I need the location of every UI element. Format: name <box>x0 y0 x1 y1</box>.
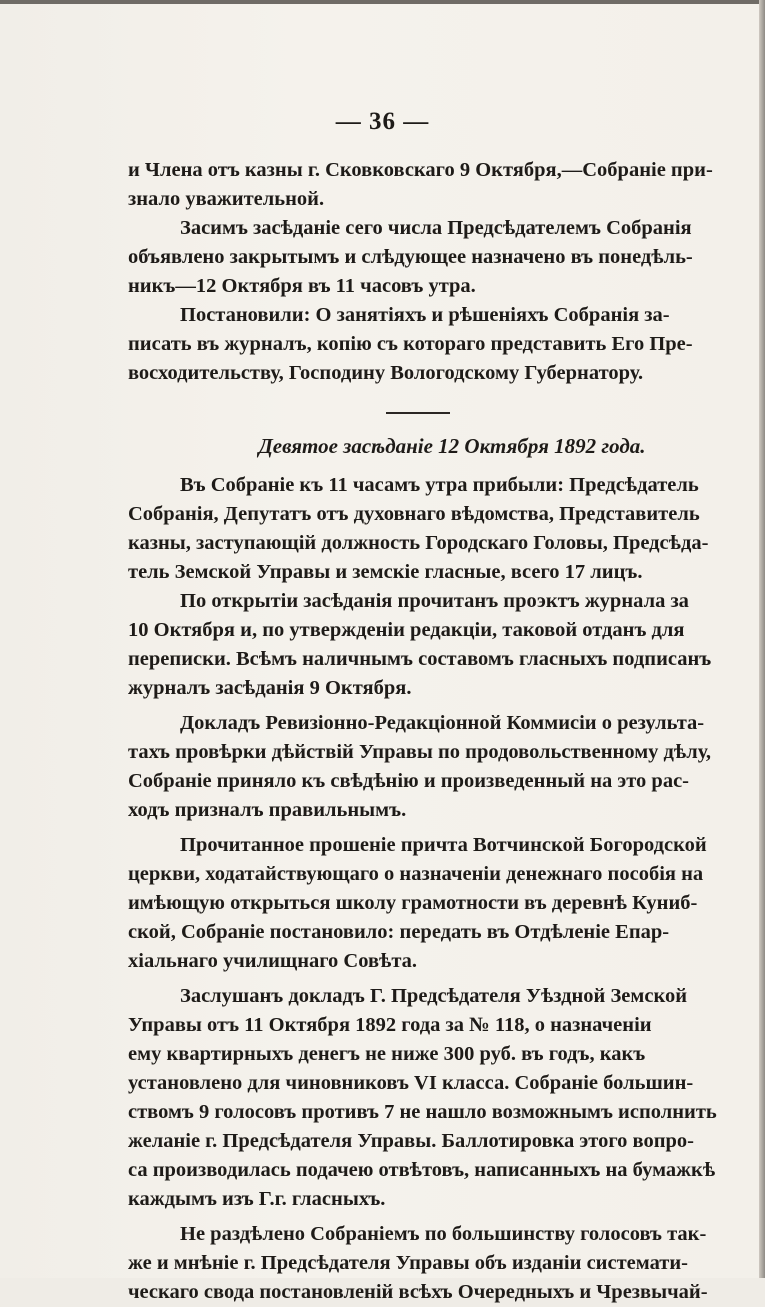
text-line: са производилась подачею отвѣтовъ, написанныхъ на бумажкѣ <box>128 1159 716 1181</box>
text-line: Прочитанное прошеніе причта Вотчинской Богородской <box>180 834 707 856</box>
page-top-edge <box>0 0 765 4</box>
text-line: Управы отъ 11 Октября 1892 года за № 118, о назначеніи <box>128 1014 652 1036</box>
text-line: установлено для чиновниковъ VI класса. Собраніе большин- <box>128 1072 694 1094</box>
text-line: Собранія, Депутатъ отъ духовнаго вѣдомства, Представитель <box>128 503 700 525</box>
text-line: и Члена отъ казны г. Сковковскаго 9 Октября,—Собраніе при- <box>128 159 713 181</box>
text-line: каждымъ изъ Г.г. гласныхъ. <box>128 1188 386 1210</box>
text-line: казны, заступающій должность Городскаго Головы, Предсѣда- <box>128 532 709 554</box>
text-line: По открытіи засѣданія прочитанъ проэктъ журнала за <box>180 590 689 612</box>
text-line: Докладъ Ревизіонно-Редакціонной Коммисіи о результа- <box>180 712 705 734</box>
text-line: тахъ провѣрки дѣйствій Управы по продовольственному дѣлу, <box>128 741 712 763</box>
text-line: Заслушанъ докладъ Г. Предсѣдателя Уѣздной Земской <box>180 985 688 1007</box>
text-line: знало уважительной. <box>128 188 325 210</box>
text-line: желаніе г. Предсѣдателя Управы. Баллотировка этого вопро- <box>128 1130 694 1152</box>
text-line: Въ Собраніе къ 11 часамъ утра прибыли: Предсѣдатель <box>180 474 699 496</box>
text-line: имѣющую открыться школу грамотности въ деревнѣ Куниб- <box>128 892 698 914</box>
body-text <box>128 156 736 1307</box>
text-line: писать въ журналъ, копію съ котораго представить Его Пре- <box>128 333 693 355</box>
text-line: Не раздѣлено Собраніемъ по большинству голосовъ так- <box>180 1223 707 1245</box>
page-spine-shadow <box>759 0 765 1278</box>
text-line: тель Земской Управы и земскіе гласные, всего 17 лицъ. <box>128 561 643 583</box>
text-line: же и мнѣніе г. Предсѣдателя Управы объ изданіи системати- <box>128 1252 688 1274</box>
text-line: ской, Собраніе постановило: передать въ Отдѣленіе Епар- <box>128 921 670 943</box>
section-heading: Девятое засѣданіе 12 Октября 1892 года. <box>258 434 646 458</box>
text-line: хіальнаго училищнаго Совѣта. <box>128 950 418 972</box>
text-line: Засимъ засѣданіе сего числа Предсѣдателемъ Собранія <box>180 217 692 239</box>
page-number: — 36 — <box>335 108 430 135</box>
text-line: восходительству, Господину Вологодскому Губернатору. <box>128 362 644 384</box>
text-line: переписки. Всѣмъ наличнымъ составомъ гласныхъ подписанъ <box>128 648 712 670</box>
text-line: Собраніе приняло къ свѣдѣнію и произведенный на это рас- <box>128 770 689 792</box>
text-line: объявлено закрытымъ и слѣдующее назначено въ понедѣль- <box>128 246 693 268</box>
text-line: ему квартирныхъ денегъ не ниже 300 руб. въ годъ, какъ <box>128 1043 646 1065</box>
text-line: церкви, ходатайствующаго о назначеніи денежнаго пособія на <box>128 863 704 885</box>
text-line: ствомъ 9 голосовъ противъ 7 не нашло возможнымъ исполнить <box>128 1101 717 1123</box>
text-line: Постановили: О занятіяхъ и рѣшеніяхъ Собранія за- <box>180 304 670 326</box>
text-line: ходъ призналъ правильнымъ. <box>128 799 407 821</box>
text-line: ческаго свода постановленій всѣхъ Очередныхъ и Чрезвычай- <box>128 1281 708 1303</box>
text-line: никъ—12 Октября въ 11 часовъ утра. <box>128 275 476 297</box>
text-line: журналъ засѣданія 9 Октября. <box>128 677 412 699</box>
text-line: 10 Октября и, по утвержденіи редакціи, таковой отданъ для <box>128 619 685 641</box>
section-divider <box>128 388 736 432</box>
divider-rule <box>386 412 450 414</box>
